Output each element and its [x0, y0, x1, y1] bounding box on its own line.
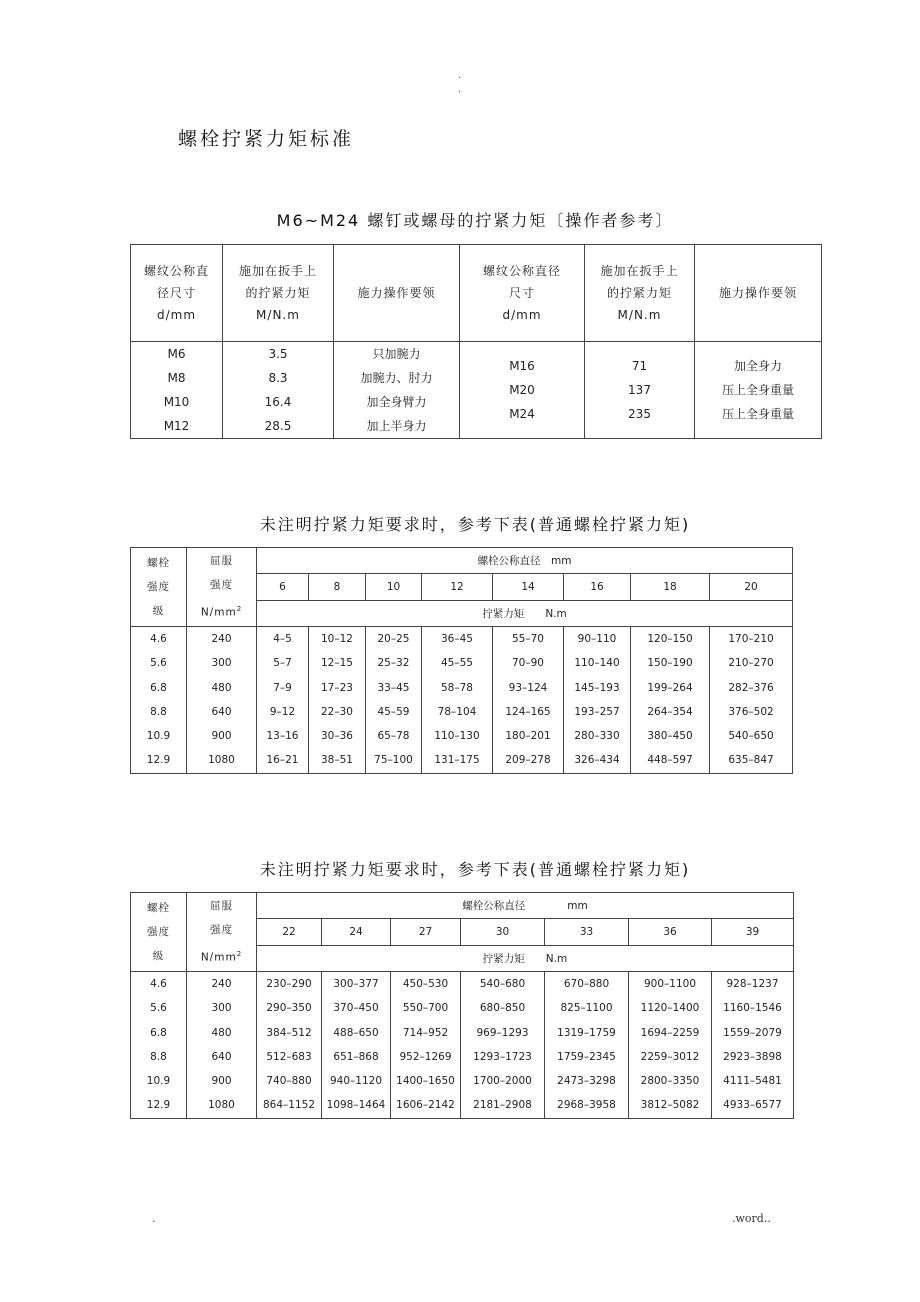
torque-value: 1120–1400: [640, 1002, 700, 1015]
table2-diameter-20: 20: [710, 574, 793, 601]
torque-value: 38–51: [321, 754, 353, 767]
torque-value: 448–597: [647, 754, 693, 767]
torque-value: 384–512: [266, 1026, 312, 1039]
torque-value: 110–140: [574, 657, 620, 670]
torque-value: 2923–3898: [723, 1050, 782, 1063]
cell-value: 6.8: [150, 1026, 167, 1039]
table2-col-2: [366, 627, 422, 774]
cell-value: 5.6: [150, 1002, 167, 1015]
torque-value: 55–70: [512, 633, 544, 645]
table3-grades: [131, 972, 187, 1119]
table3-col-1: [322, 972, 391, 1119]
torque-value: 30–36: [321, 730, 353, 743]
header-mark-2: .: [458, 84, 462, 95]
torque-value: 180–201: [505, 730, 551, 743]
torque-value: 2259–3012: [640, 1050, 700, 1063]
cell-value: 10.9: [146, 1075, 171, 1088]
torque-value: 825–1100: [560, 1002, 613, 1015]
torque-value: 25–32: [377, 657, 410, 670]
torque-value: 380–450: [647, 730, 693, 743]
table3-yield-header: 屈服 强度 $N/mm^2$: [187, 893, 257, 972]
torque-value: 280–330: [574, 730, 620, 743]
footer-left-mark: .: [152, 1212, 156, 1225]
table2-torque-header: 拧紧力矩 N.m: [257, 601, 793, 627]
torque-value: 900–1100: [643, 978, 696, 990]
torque-value: 635–847: [728, 754, 774, 767]
torque-value: 550–700: [402, 1002, 449, 1015]
torque-value: 90–110: [577, 633, 617, 645]
table3-col-3: [461, 972, 545, 1119]
table2: [130, 547, 793, 774]
cell-value: 300: [211, 657, 232, 670]
table1-caption: M6~M24 螺钉或螺母的拧紧力矩〔操作者参考〕: [276, 211, 674, 230]
table2-grade-header: 螺栓 强度 级: [131, 548, 187, 627]
torque-value: 199–264: [647, 681, 693, 694]
torque-value: 78–104: [437, 705, 477, 718]
torque-value: 33–45: [377, 681, 410, 694]
torque-value: 13–16: [266, 730, 299, 743]
torque-value: 540–680: [479, 978, 526, 990]
torque-value: 670–880: [563, 978, 610, 990]
table3-yields: [187, 972, 257, 1119]
torque-value: 170–210: [728, 633, 774, 645]
table1-right-methods: 加全身力 压上全身重量 压上全身重量: [695, 342, 822, 439]
torque-value: 193–257: [574, 705, 620, 718]
cell-value: 6.8: [150, 681, 167, 694]
table1-header-method-right: 施力操作要领: [695, 245, 822, 342]
table2-diameter-18: 18: [631, 574, 710, 601]
torque-value: 3812–5082: [640, 1099, 700, 1112]
torque-value: 16–21: [266, 754, 299, 767]
torque-value: 4111–5481: [723, 1075, 782, 1088]
table2-col-0: [257, 627, 309, 774]
table1-header-method: 施力操作要领: [334, 245, 460, 342]
torque-value: 1694–2259: [640, 1026, 700, 1039]
table3-diameter-36: 36: [629, 919, 712, 946]
torque-value: 210–270: [728, 657, 774, 670]
torque-value: 75–100: [374, 754, 413, 767]
torque-value: 131–175: [434, 754, 480, 767]
torque-value: 70–90: [512, 657, 544, 670]
torque-value: 1559–2079: [723, 1026, 782, 1039]
torque-value: 370–450: [333, 1002, 379, 1015]
table3-diameter-33: 33: [545, 919, 629, 946]
table2-diameter-16: 16: [564, 574, 631, 601]
table3-caption: 未注明拧紧力矩要求时，参考下表(普通螺栓拧紧力矩): [259, 860, 691, 879]
torque-value: 940–1120: [329, 1075, 382, 1088]
table3-diameter-39: 39: [712, 919, 794, 946]
torque-value: 1293–1723: [473, 1050, 532, 1063]
torque-value: 9–12: [269, 705, 296, 718]
torque-value: 969–1293: [476, 1026, 529, 1039]
table1-right-torques: 71 137 235: [585, 342, 695, 439]
cell-value: 640: [211, 1050, 232, 1063]
torque-value: 282–376: [728, 681, 774, 694]
table2-diameter-header: 螺栓公称直径 mm: [257, 548, 793, 574]
torque-value: 2473–3298: [557, 1075, 616, 1088]
torque-value: 1700–2000: [473, 1075, 532, 1088]
table2-yield-header: 屈服 强度 $N/mm^2$: [187, 548, 257, 627]
torque-value: 110–130: [434, 730, 480, 743]
table1-header-diameter-right: 螺纹公称直径 尺寸 d/mm: [460, 245, 585, 342]
torque-value: 488–650: [333, 1026, 379, 1039]
table3-grade-header: 螺栓 强度 级: [131, 893, 187, 972]
table2-col-5: [564, 627, 631, 774]
torque-value: 952–1269: [399, 1050, 452, 1063]
table2-yields: [187, 627, 257, 774]
header-mark-1: .: [458, 70, 462, 81]
torque-value: 4–5: [273, 633, 292, 645]
table3: [130, 892, 794, 1119]
table2-col-7: [710, 627, 793, 774]
torque-value: 45–55: [441, 657, 473, 670]
torque-value: 2800–3350: [640, 1075, 700, 1088]
torque-value: 680–850: [479, 1002, 526, 1015]
torque-value: 1319–1759: [557, 1026, 616, 1039]
table2-col-6: [631, 627, 710, 774]
torque-value: 58–78: [441, 681, 473, 694]
torque-value: 230–290: [266, 978, 312, 990]
table2-diameter-12: 12: [422, 574, 493, 601]
torque-value: 864–1152: [262, 1099, 315, 1112]
torque-value: 264–354: [647, 705, 693, 718]
torque-value: 290–350: [266, 1002, 312, 1015]
cell-value: 12.9: [146, 1099, 171, 1112]
table1-right-sizes: M16 M20 M24: [460, 342, 585, 439]
torque-value: 120–150: [647, 633, 693, 645]
cell-value: 10.9: [146, 730, 171, 743]
table2-diameter-8: 8: [309, 574, 366, 601]
table3-diameter-24: 24: [322, 919, 391, 946]
cell-value: 900: [211, 1075, 232, 1088]
torque-value: 124–165: [505, 705, 551, 718]
torque-value: 300–377: [333, 978, 379, 990]
table3-col-2: [391, 972, 461, 1119]
torque-value: 326–434: [574, 754, 620, 767]
torque-value: 45–59: [377, 705, 410, 718]
cell-value: 300: [211, 1002, 232, 1015]
table3-col-0: [257, 972, 322, 1119]
cell-value: 12.9: [146, 754, 171, 767]
table2-grades: [131, 627, 187, 774]
table2-col-3: [422, 627, 493, 774]
table3-col-6: [712, 972, 794, 1119]
table3-diameter-30: 30: [461, 919, 545, 946]
cell-value: 5.6: [150, 657, 167, 670]
torque-value: 928–1237: [726, 978, 779, 990]
torque-value: 450–530: [402, 978, 449, 990]
table2-diameter-10: 10: [366, 574, 422, 601]
torque-value: 22–30: [321, 705, 353, 718]
torque-value: 36–45: [441, 633, 473, 645]
torque-value: 93–124: [508, 681, 548, 694]
torque-value: 20–25: [377, 633, 410, 645]
table1-header-diameter: 螺纹公称直 径尺寸 d/mm: [131, 245, 223, 342]
cell-value: 480: [211, 1026, 232, 1039]
table3-diameter-22: 22: [257, 919, 322, 946]
torque-value: 10–12: [321, 633, 353, 645]
torque-value: 5–7: [273, 657, 292, 670]
torque-value: 1160–1546: [723, 1002, 782, 1015]
torque-value: 540–650: [728, 730, 774, 743]
cell-value: 480: [211, 681, 232, 694]
table1-left-torques: 3.5 8.3 16.4 28.5: [223, 342, 334, 439]
cell-value: 1080: [208, 754, 235, 767]
cell-value: 900: [211, 730, 232, 743]
table3-diameter-27: 27: [391, 919, 461, 946]
torque-value: 12–15: [321, 657, 353, 670]
page-title: 螺栓拧紧力矩标准: [178, 128, 355, 150]
cell-value: 640: [211, 705, 232, 718]
table2-diameter-6: 6: [257, 574, 309, 601]
table2-caption: 未注明拧紧力矩要求时，参考下表(普通螺栓拧紧力矩): [259, 515, 691, 534]
torque-value: 209–278: [505, 754, 551, 767]
cell-value: 1080: [208, 1099, 235, 1112]
table3-col-4: [545, 972, 629, 1119]
torque-value: 1400–1650: [396, 1075, 455, 1088]
table1: [130, 244, 822, 439]
table1-left-methods: 只加腕力 加腕力、肘力 加全身臂力 加上半身力: [334, 342, 460, 439]
torque-value: 1606–2142: [396, 1099, 455, 1112]
torque-value: 7–9: [273, 681, 292, 694]
footer-word-mark: .word..: [732, 1212, 771, 1225]
torque-value: 150–190: [647, 657, 693, 670]
torque-value: 651–868: [333, 1050, 379, 1063]
torque-value: 1759–2345: [557, 1050, 616, 1063]
cell-value: 8.8: [150, 705, 167, 718]
torque-value: 1098–1464: [326, 1099, 386, 1112]
torque-value: 740–880: [266, 1075, 312, 1088]
torque-value: 714–952: [402, 1026, 449, 1039]
table1-left-sizes: M6 M8 M10 M12: [131, 342, 223, 439]
cell-value: 4.6: [150, 978, 167, 990]
table3-col-5: [629, 972, 712, 1119]
torque-value: 2181–2908: [473, 1099, 532, 1112]
table3-torque-header: 拧紧力矩 N.m: [257, 946, 794, 972]
table1-header-torque: 施加在扳手上 的拧紧力矩 M/N.m: [223, 245, 334, 342]
torque-value: 4933–6577: [723, 1099, 782, 1112]
table3-diameter-header: 螺栓公称直径 mm: [257, 893, 794, 919]
cell-value: 240: [211, 978, 232, 990]
torque-value: 376–502: [728, 705, 774, 718]
cell-value: 4.6: [150, 633, 167, 645]
table2-diameter-14: 14: [493, 574, 564, 601]
torque-value: 512–683: [266, 1050, 312, 1063]
torque-value: 2968–3958: [557, 1099, 616, 1112]
torque-value: 145–193: [574, 681, 620, 694]
torque-value: 17–23: [321, 681, 353, 694]
table2-col-1: [309, 627, 366, 774]
cell-value: 8.8: [150, 1050, 167, 1063]
torque-value: 65–78: [377, 730, 410, 743]
table2-col-4: [493, 627, 564, 774]
cell-value: 240: [211, 633, 232, 645]
table1-header-torque-right: 施加在扳手上 的拧紧力矩 M/N.m: [585, 245, 695, 342]
